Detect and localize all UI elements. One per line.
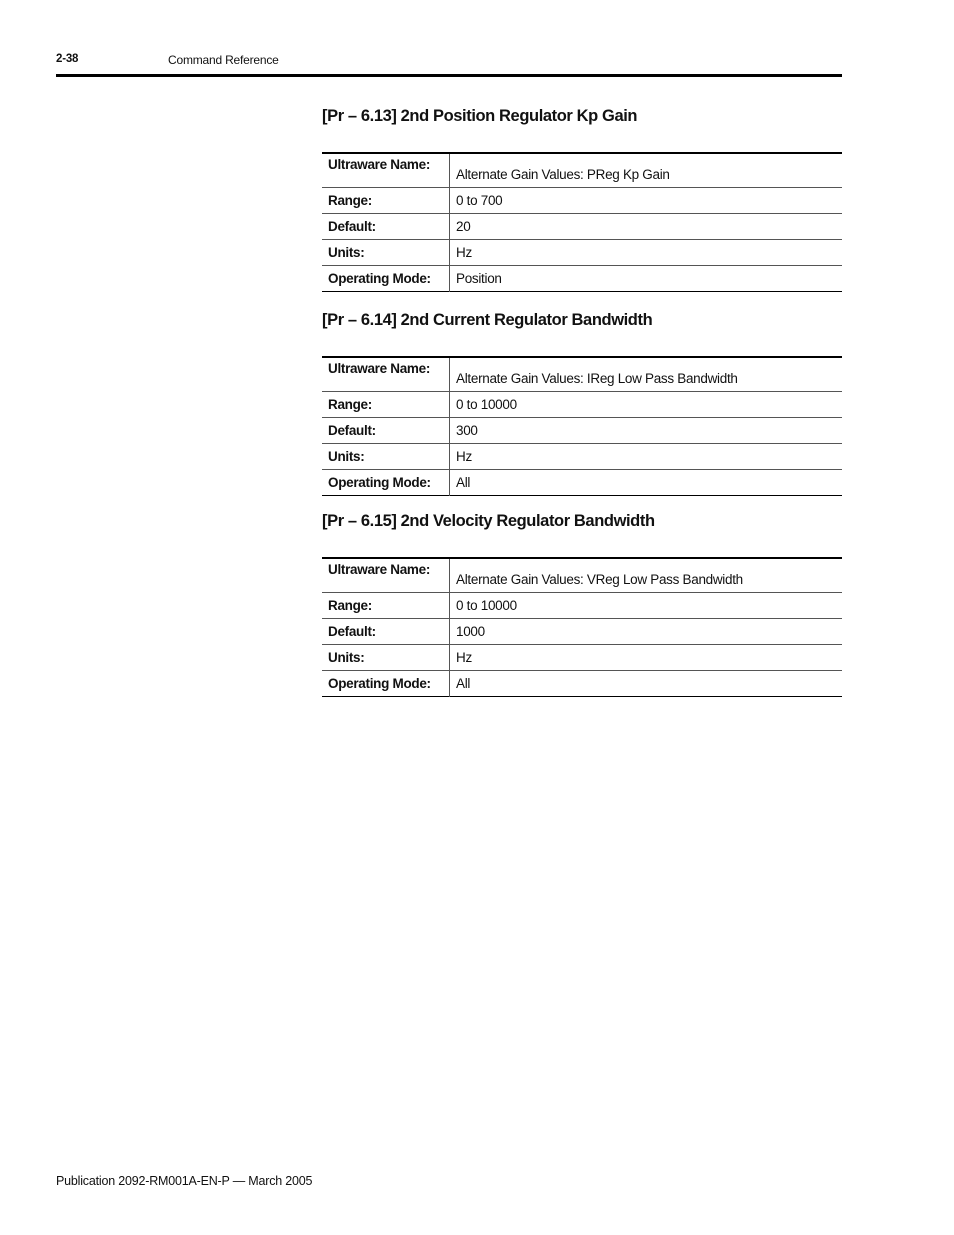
row-value: Alternate Gain Values: VReg Low Pass Bandwidth <box>450 558 843 593</box>
row-value: Position <box>456 271 502 286</box>
row-value: All <box>456 676 471 691</box>
row-label: Default: <box>322 214 450 240</box>
row-value: 20 <box>450 214 843 240</box>
page-footer: Publication 2092-RM001A-EN-P — March 2005 <box>56 1174 313 1188</box>
table-row <box>322 444 842 470</box>
table-row <box>322 558 842 593</box>
row-label: Range: <box>322 593 450 619</box>
row-value: 0 to 700 <box>450 188 843 214</box>
parameter-section-6-13 <box>322 107 842 286</box>
row-value: 300 <box>450 418 843 444</box>
parameter-section-6-14 <box>322 311 842 490</box>
row-value: 0 to 10000 <box>450 392 843 418</box>
table-row <box>322 153 842 188</box>
header-title: Command Reference <box>168 53 279 67</box>
table-row <box>322 671 842 697</box>
table-row <box>322 619 842 645</box>
row-value: Hz <box>450 444 843 470</box>
row-label: Operating Mode: <box>322 266 450 292</box>
section-title: [Pr – 6.14] 2nd Current Regulator Bandwidth <box>322 311 653 329</box>
row-label: Units: <box>322 240 450 266</box>
row-label: Range: <box>322 188 450 214</box>
parameter-table <box>322 152 842 292</box>
table-row <box>322 357 842 392</box>
row-value: Alternate Gain Values: IReg Low Pass Bandwidth <box>450 357 843 392</box>
row-label: Operating Mode: <box>322 470 450 496</box>
table-row <box>322 266 842 292</box>
table-row <box>322 214 842 240</box>
row-label: Units: <box>322 444 450 470</box>
row-value: 0 to 10000 <box>450 593 843 619</box>
row-value: All <box>456 475 471 490</box>
table-row <box>322 188 842 214</box>
parameter-table <box>322 557 842 697</box>
table-row <box>322 240 842 266</box>
row-label: Range: <box>322 392 450 418</box>
table-row <box>322 645 842 671</box>
row-label: Units: <box>322 645 450 671</box>
row-value: Hz <box>450 645 843 671</box>
page-number: 2-38 <box>56 53 79 65</box>
row-label: Ultraware Name: <box>322 357 450 392</box>
table-row <box>322 593 842 619</box>
table-row <box>322 392 842 418</box>
row-label: Operating Mode: <box>322 671 450 697</box>
row-label: Default: <box>322 619 450 645</box>
row-label: Ultraware Name: <box>322 558 450 593</box>
section-title: [Pr – 6.15] 2nd Velocity Regulator Bandwidth <box>322 512 655 530</box>
row-label: Ultraware Name: <box>322 153 450 188</box>
row-value: Hz <box>450 240 843 266</box>
row-value: Alternate Gain Values: PReg Kp Gain <box>450 153 843 188</box>
parameter-table <box>322 356 842 496</box>
table-row <box>322 470 842 496</box>
table-row <box>322 418 842 444</box>
section-title: [Pr – 6.13] 2nd Position Regulator Kp Gain <box>322 107 638 125</box>
row-value: 1000 <box>450 619 843 645</box>
page-header <box>56 52 842 76</box>
header-rule <box>56 74 842 77</box>
row-label: Default: <box>322 418 450 444</box>
parameter-section-6-15 <box>322 512 842 691</box>
